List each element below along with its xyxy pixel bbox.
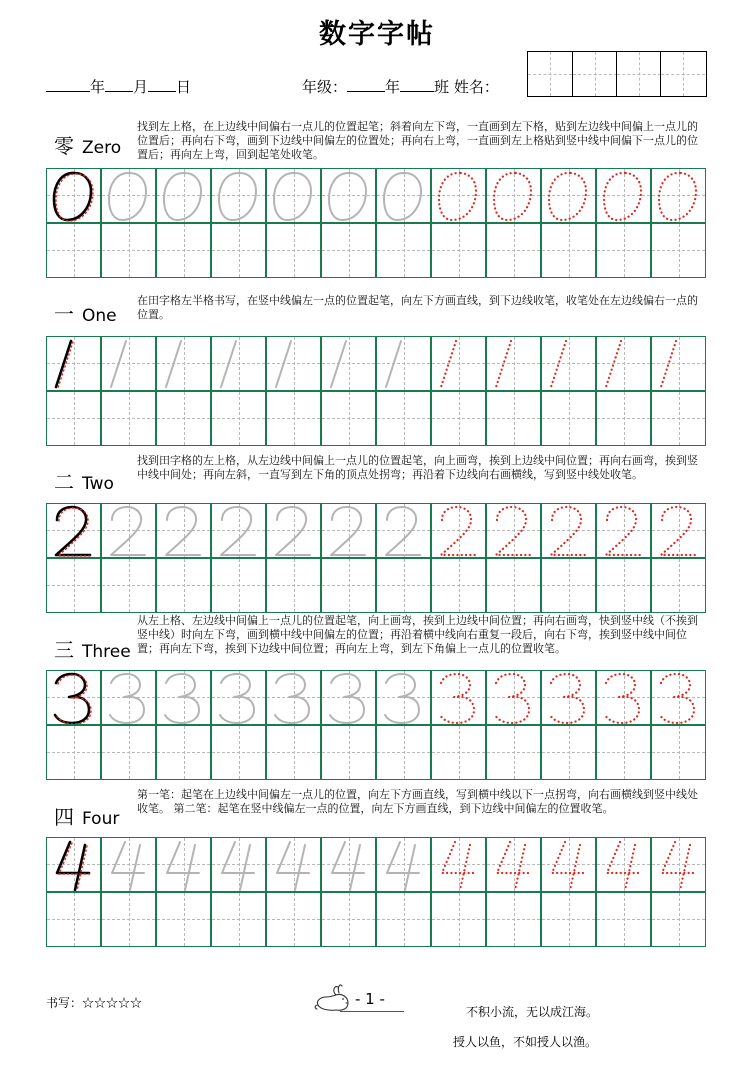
practice-cell[interactable] <box>321 223 376 278</box>
chinese-numeral: 零 <box>54 134 74 158</box>
grade-label: 年级： <box>302 78 348 96</box>
practice-cell[interactable] <box>46 837 101 892</box>
section-label-two <box>54 466 114 495</box>
practice-cell[interactable] <box>156 391 211 446</box>
practice-cell[interactable] <box>46 336 101 391</box>
digit-glyph-2 <box>432 504 485 557</box>
digit-glyph-0 <box>432 169 485 222</box>
practice-cell[interactable] <box>541 168 596 223</box>
practice-cell[interactable] <box>211 725 266 780</box>
practice-cell[interactable] <box>321 336 376 391</box>
practice-cell[interactable] <box>596 168 651 223</box>
practice-cell[interactable] <box>156 837 211 892</box>
digit-glyph-4 <box>542 838 595 891</box>
english-numeral: Four <box>82 809 120 829</box>
practice-cell[interactable] <box>46 391 101 446</box>
month-blank[interactable] <box>105 76 133 92</box>
motto-line-1: 不积小流，无以成江海。 <box>466 1005 599 1019</box>
digit-glyph-4 <box>157 838 210 891</box>
practice-cell[interactable] <box>541 503 596 558</box>
digit-glyph-3 <box>652 671 705 724</box>
digit-glyph-1 <box>47 337 100 390</box>
digit-glyph-2 <box>652 504 705 557</box>
section-label-three <box>54 634 131 663</box>
english-numeral: Zero <box>82 138 122 158</box>
practice-cell[interactable] <box>541 725 596 780</box>
practice-cell[interactable] <box>156 725 211 780</box>
practice-cell[interactable] <box>101 168 156 223</box>
practice-cell[interactable] <box>376 336 431 391</box>
practice-cell[interactable] <box>46 168 101 223</box>
practice-cell[interactable] <box>211 168 266 223</box>
practice-cell[interactable] <box>376 503 431 558</box>
digit-glyph-0 <box>487 169 540 222</box>
practice-cell[interactable] <box>541 670 596 725</box>
practice-cell[interactable] <box>156 503 211 558</box>
practice-cell[interactable] <box>596 670 651 725</box>
digit-glyph-3 <box>212 671 265 724</box>
practice-cell[interactable] <box>651 391 706 446</box>
page-number: - 1 - <box>355 990 385 1008</box>
stroke-instructions-two: 找到田字格的左上格，从左边线中间偏上一点儿的位置起笔，向上画弯，挨到上边线中间位置；再向右画弯，挨到竖中线中间处；再向左斜，一直写到左下角的顶点处拐弯；再沿着下边线向右画横线，写到竖中线处收笔。 <box>137 454 698 481</box>
digit-glyph-1 <box>322 337 375 390</box>
practice-cell[interactable] <box>596 391 651 446</box>
practice-cell[interactable] <box>486 336 541 391</box>
practice-cell[interactable] <box>211 892 266 947</box>
digit-glyph-2 <box>212 504 265 557</box>
practice-cell[interactable] <box>101 391 156 446</box>
digit-glyph-4 <box>322 838 375 891</box>
digit-glyph-0 <box>102 169 155 222</box>
practice-cell[interactable] <box>266 223 321 278</box>
practice-cell[interactable] <box>541 837 596 892</box>
practice-cell[interactable] <box>486 558 541 613</box>
digit-glyph-4 <box>597 838 650 891</box>
digit-glyph-4 <box>652 838 705 891</box>
year-blank[interactable] <box>46 76 90 92</box>
practice-cell[interactable] <box>376 892 431 947</box>
digit-glyph-3 <box>542 671 595 724</box>
practice-cell[interactable] <box>651 336 706 391</box>
practice-cell[interactable] <box>101 892 156 947</box>
practice-cell[interactable] <box>541 558 596 613</box>
practice-cell[interactable] <box>101 670 156 725</box>
practice-cell[interactable] <box>651 892 706 947</box>
practice-cell[interactable] <box>596 336 651 391</box>
practice-cell[interactable] <box>321 725 376 780</box>
practice-cell[interactable] <box>376 168 431 223</box>
practice-cell[interactable] <box>596 837 651 892</box>
practice-cell[interactable] <box>431 725 486 780</box>
digit-glyph-4 <box>212 838 265 891</box>
practice-cell[interactable] <box>651 670 706 725</box>
chinese-numeral: 二 <box>54 470 74 494</box>
writing-rating: 书写：☆☆☆☆☆ <box>46 996 143 1010</box>
practice-cell[interactable] <box>431 223 486 278</box>
practice-grid-three <box>46 670 706 780</box>
digit-glyph-0 <box>47 169 100 222</box>
digit-glyph-1 <box>652 337 705 390</box>
year-label: 年 <box>90 78 106 96</box>
digit-glyph-1 <box>377 337 430 390</box>
practice-cell[interactable] <box>486 892 541 947</box>
digit-glyph-0 <box>597 169 650 222</box>
digit-glyph-1 <box>487 337 540 390</box>
practice-cell[interactable] <box>376 670 431 725</box>
class-blank[interactable] <box>400 76 434 92</box>
digit-glyph-3 <box>597 671 650 724</box>
practice-cell[interactable] <box>486 223 541 278</box>
practice-cell[interactable] <box>596 725 651 780</box>
page-number-underline <box>340 1011 404 1012</box>
digit-glyph-0 <box>322 169 375 222</box>
digit-glyph-1 <box>102 337 155 390</box>
practice-grid-zero <box>46 168 706 278</box>
stroke-instructions-one: 在田字格左半格书写，在竖中线偏左一点的位置起笔，向左下方画直线，到下边线收笔，收笔处在左边线偏右一点的位置。 <box>137 294 698 321</box>
practice-cell[interactable] <box>321 558 376 613</box>
grade-year-blank[interactable] <box>347 76 385 92</box>
practice-cell[interactable] <box>156 892 211 947</box>
grade-line <box>302 76 499 97</box>
practice-cell[interactable] <box>321 892 376 947</box>
practice-cell[interactable] <box>46 670 101 725</box>
english-numeral: One <box>82 306 117 326</box>
practice-cell[interactable] <box>321 391 376 446</box>
practice-cell[interactable] <box>651 558 706 613</box>
grade-year-label: 年 <box>385 78 401 96</box>
chinese-numeral: 四 <box>54 805 74 829</box>
digit-glyph-2 <box>377 504 430 557</box>
digit-glyph-4 <box>102 838 155 891</box>
practice-cell[interactable] <box>101 837 156 892</box>
chinese-numeral: 三 <box>54 638 74 662</box>
practice-cell[interactable] <box>596 558 651 613</box>
practice-cell[interactable] <box>376 223 431 278</box>
practice-cell[interactable] <box>46 725 101 780</box>
practice-cell[interactable] <box>101 503 156 558</box>
practice-cell[interactable] <box>321 837 376 892</box>
digit-glyph-0 <box>157 169 210 222</box>
digit-glyph-4 <box>377 838 430 891</box>
practice-cell[interactable] <box>156 168 211 223</box>
english-numeral: Two <box>82 474 114 494</box>
practice-cell[interactable] <box>101 558 156 613</box>
digit-glyph-3 <box>102 671 155 724</box>
digit-glyph-3 <box>267 671 320 724</box>
practice-cell[interactable] <box>596 503 651 558</box>
practice-cell[interactable] <box>266 670 321 725</box>
english-numeral: Three <box>82 642 131 662</box>
practice-cell[interactable] <box>651 223 706 278</box>
digit-glyph-3 <box>487 671 540 724</box>
practice-cell[interactable] <box>321 503 376 558</box>
class-label: 班 <box>434 78 450 96</box>
practice-cell[interactable] <box>431 558 486 613</box>
practice-cell[interactable] <box>266 558 321 613</box>
practice-cell[interactable] <box>101 336 156 391</box>
practice-cell[interactable] <box>376 391 431 446</box>
digit-glyph-1 <box>542 337 595 390</box>
section-label-zero <box>54 130 121 159</box>
practice-cell[interactable] <box>211 837 266 892</box>
digit-glyph-0 <box>377 169 430 222</box>
practice-cell[interactable] <box>431 168 486 223</box>
stroke-instructions-three: 从左上格、左边线中间偏上一点儿的位置起笔，向上画弯，挨到上边线中间位置；再向右画弯，快到竖中线（不挨到竖中线）时向左下弯，画到横中线中间偏左的位置；再沿着横中线向右重复一段后，向右下弯，挨到竖中线中间位置；再向左下弯，挨到下边线中间位置；再向左上弯，到左下角偏上一点儿的位置收笔。 <box>137 614 698 655</box>
practice-cell[interactable] <box>266 837 321 892</box>
digit-glyph-3 <box>157 671 210 724</box>
practice-cell[interactable] <box>321 670 376 725</box>
digit-glyph-2 <box>597 504 650 557</box>
practice-cell[interactable] <box>266 892 321 947</box>
practice-cell[interactable] <box>541 223 596 278</box>
day-blank[interactable] <box>148 76 176 92</box>
digit-glyph-2 <box>157 504 210 557</box>
digit-glyph-0 <box>652 169 705 222</box>
digit-glyph-3 <box>322 671 375 724</box>
practice-cell[interactable] <box>486 391 541 446</box>
name-label: 姓名： <box>453 78 499 96</box>
practice-cell[interactable] <box>376 725 431 780</box>
digit-glyph-0 <box>212 169 265 222</box>
practice-cell[interactable] <box>431 336 486 391</box>
practice-cell[interactable] <box>376 558 431 613</box>
digit-glyph-4 <box>432 838 485 891</box>
practice-cell[interactable] <box>266 503 321 558</box>
practice-cell[interactable] <box>596 223 651 278</box>
practice-cell[interactable] <box>156 336 211 391</box>
practice-cell[interactable] <box>266 391 321 446</box>
digit-glyph-2 <box>102 504 155 557</box>
digit-glyph-1 <box>212 337 265 390</box>
practice-cell[interactable] <box>596 892 651 947</box>
practice-cell[interactable] <box>541 391 596 446</box>
practice-cell[interactable] <box>541 892 596 947</box>
digit-glyph-0 <box>267 169 320 222</box>
digit-glyph-2 <box>487 504 540 557</box>
practice-cell[interactable] <box>266 725 321 780</box>
practice-cell[interactable] <box>46 503 101 558</box>
section-label-four <box>54 801 119 830</box>
practice-cell[interactable] <box>431 670 486 725</box>
practice-cell[interactable] <box>211 336 266 391</box>
practice-cell[interactable] <box>376 837 431 892</box>
practice-cell[interactable] <box>156 223 211 278</box>
name-grid-box[interactable] <box>527 51 707 97</box>
digit-glyph-1 <box>597 337 650 390</box>
practice-cell[interactable] <box>156 670 211 725</box>
practice-cell[interactable] <box>431 391 486 446</box>
practice-cell[interactable] <box>651 725 706 780</box>
digit-glyph-1 <box>267 337 320 390</box>
practice-cell[interactable] <box>651 837 706 892</box>
practice-grid-two <box>46 503 706 613</box>
practice-cell[interactable] <box>431 892 486 947</box>
digit-glyph-3 <box>47 671 100 724</box>
digit-glyph-4 <box>267 838 320 891</box>
month-label: 月 <box>133 78 149 96</box>
practice-cell[interactable] <box>211 670 266 725</box>
practice-cell[interactable] <box>486 503 541 558</box>
digit-glyph-4 <box>47 838 100 891</box>
practice-cell[interactable] <box>431 503 486 558</box>
practice-cell[interactable] <box>541 336 596 391</box>
digit-glyph-3 <box>432 671 485 724</box>
practice-cell[interactable] <box>46 892 101 947</box>
practice-cell[interactable] <box>211 391 266 446</box>
practice-cell[interactable] <box>266 336 321 391</box>
digit-glyph-2 <box>322 504 375 557</box>
stroke-instructions-four: 第一笔：起笔在上边线中间偏左一点儿的位置，向左下方画直线，写到横中线以下一点拐弯，向右画横线到竖中线处收笔。 第二笔：起笔在竖中线偏左一点的位置，向左下方画直线，到下边线中间偏左的位置收笔。 <box>137 788 698 815</box>
digit-glyph-1 <box>157 337 210 390</box>
practice-cell[interactable] <box>101 725 156 780</box>
section-label-one <box>54 298 117 327</box>
digit-glyph-3 <box>377 671 430 724</box>
practice-cell[interactable] <box>486 168 541 223</box>
practice-cell[interactable] <box>486 837 541 892</box>
day-label: 日 <box>176 78 192 96</box>
practice-cell[interactable] <box>651 168 706 223</box>
stroke-instructions-zero: 找到左上格，在上边线中间偏右一点儿的位置起笔；斜着向左下弯，一直画到左下格，贴到左边线中间偏上一点儿的位置后；再向右下弯，画到下边线中间偏左的位置处；再向右上弯，一直画到左上格贴到竖中线中间偏下一点儿的位置后；再向左上弯，回到起笔处收笔。 <box>137 120 698 161</box>
practice-cell[interactable] <box>651 503 706 558</box>
practice-cell[interactable] <box>431 837 486 892</box>
practice-cell[interactable] <box>486 725 541 780</box>
practice-cell[interactable] <box>101 223 156 278</box>
practice-grid-four <box>46 837 706 947</box>
digit-glyph-2 <box>267 504 320 557</box>
digit-glyph-1 <box>432 337 485 390</box>
digit-glyph-2 <box>542 504 595 557</box>
practice-cell[interactable] <box>211 503 266 558</box>
practice-cell[interactable] <box>156 558 211 613</box>
practice-cell[interactable] <box>211 558 266 613</box>
practice-cell[interactable] <box>46 223 101 278</box>
practice-cell[interactable] <box>486 670 541 725</box>
chinese-numeral: 一 <box>54 302 74 326</box>
practice-cell[interactable] <box>321 168 376 223</box>
practice-cell[interactable] <box>266 168 321 223</box>
date-line <box>46 76 191 97</box>
practice-grid-one <box>46 336 706 446</box>
digit-glyph-2 <box>47 504 100 557</box>
digit-glyph-0 <box>542 169 595 222</box>
practice-cell[interactable] <box>46 558 101 613</box>
page-title: 数字字帖 <box>319 19 435 50</box>
digit-glyph-4 <box>487 838 540 891</box>
motto-line-2: 授人以鱼，不如授人以渔。 <box>453 1035 598 1049</box>
practice-cell[interactable] <box>211 223 266 278</box>
